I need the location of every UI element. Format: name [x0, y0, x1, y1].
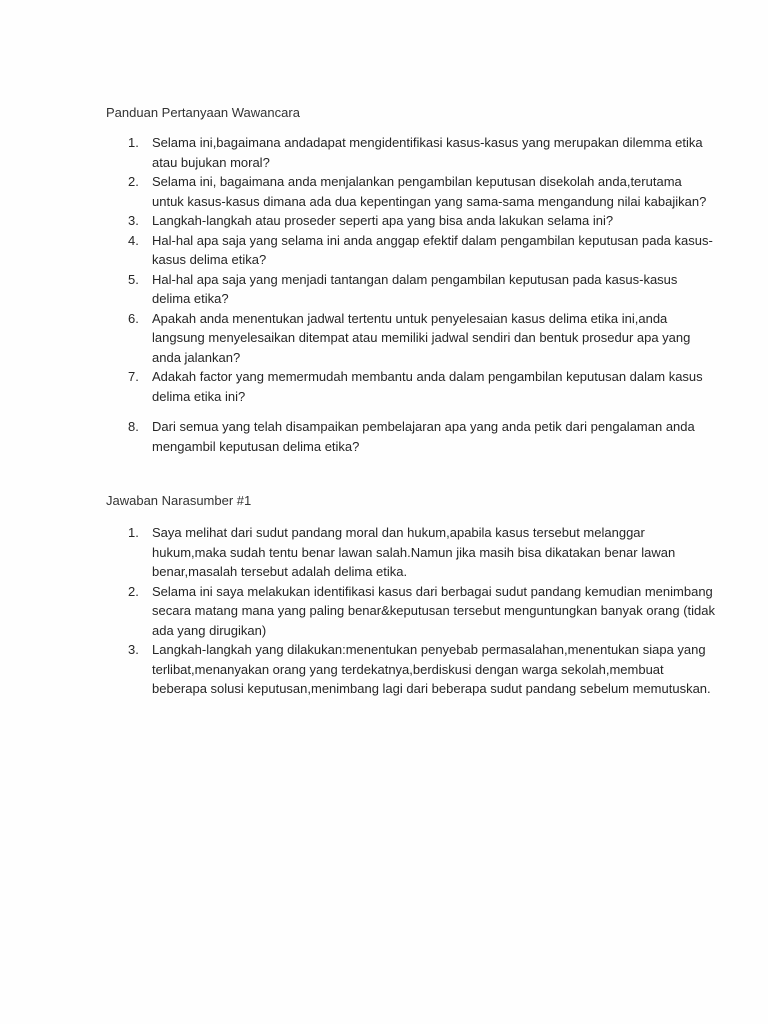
list-item	[106, 417, 716, 456]
question-text: Hal-hal apa saja yang selama ini anda anggap efektif dalam pengambilan keputusan pada kasus-kasus delima etika?	[152, 232, 713, 267]
question-text: Langkah-langkah atau proseder seperti apa yang bisa anda lakukan selama ini?	[152, 213, 614, 228]
list-item	[106, 133, 716, 172]
list-item	[106, 367, 716, 406]
list-item	[106, 309, 716, 368]
item-number: 1.	[128, 525, 139, 540]
item-number: 2.	[128, 583, 139, 599]
item-number: 2.	[128, 174, 139, 189]
list-item	[106, 211, 716, 231]
question-text: Apakah anda menentukan jadwal tertentu untuk penyelesaian kasus delima etika ini,anda langsung menyelesaikan ditempat atau memiliki jadwal sendiri dan bentuk prosedur apa yang anda jalankan?	[152, 310, 691, 365]
question-text: Selama ini,bagaimana andadapat mengidentifikasi kasus-kasus yang merupakan dilemma etika atau bujukan moral?	[152, 135, 703, 170]
list-item	[106, 231, 716, 270]
item-number: 3.	[128, 642, 139, 657]
item-number: 4.	[128, 232, 139, 248]
answers-list	[106, 523, 718, 699]
item-number: 3.	[128, 213, 139, 228]
list-item	[106, 640, 718, 699]
list-item	[106, 270, 716, 309]
list-item	[106, 172, 716, 211]
list-item	[106, 582, 718, 641]
answer-text: Saya melihat dari sudut pandang moral dan hukum,apabila kasus tersebut melanggar hukum,maka sudah tentu benar lawan salah.Namun jika masih bisa dikatakan benar lawan benar,masalah tersebut adalah delima etika.	[152, 525, 676, 579]
question-text: Selama ini, bagaimana anda menjalankan pengambilan keputusan disekolah anda,terutama untuk kasus-kasus dimana ada dua kepentingan yang sama-sama mengandung nilai kabajikan?	[152, 174, 707, 209]
item-number: 8.	[128, 419, 139, 434]
answer-text: Langkah-langkah yang dilakukan:menentukan penyebab permasalahan,menentukan siapa yang terlibat,menanyakan orang yang terdekatnya,berdiskusi dengan warga sekolah,membuat beberapa solusi keputusan,menimbang lagi dari beberapa sudut pandang sebelum memutuskan.	[152, 642, 711, 696]
answers-heading: Jawaban Narasumber #1	[106, 493, 252, 508]
question-text: Hal-hal apa saja yang menjadi tantangan dalam pengambilan keputusan pada kasus-kasus delima etika?	[152, 271, 678, 306]
question-text: Adakah factor yang memermudah membantu anda dalam pengambilan keputusan dalam kasus delima etika ini?	[152, 369, 703, 404]
questions-heading: Panduan Pertanyaan Wawancara	[106, 105, 300, 120]
questions-list	[106, 133, 716, 456]
item-number: 7.	[128, 369, 139, 384]
question-text: Dari semua yang telah disampaikan pembelajaran apa yang anda petik dari pengalaman anda mengambil keputusan delima etika?	[152, 419, 695, 454]
list-item	[106, 523, 718, 582]
item-number: 1.	[128, 135, 139, 150]
item-number: 5.	[128, 271, 139, 287]
answer-text: Selama ini saya melakukan identifikasi kasus dari berbagai sudut pandang kemudian menimbang secara matang mana yang paling benar&keputusan tersebut menguntungkan banyak orang (tidak ada yang dirugikan)	[152, 583, 715, 638]
item-number: 6.	[128, 310, 139, 326]
